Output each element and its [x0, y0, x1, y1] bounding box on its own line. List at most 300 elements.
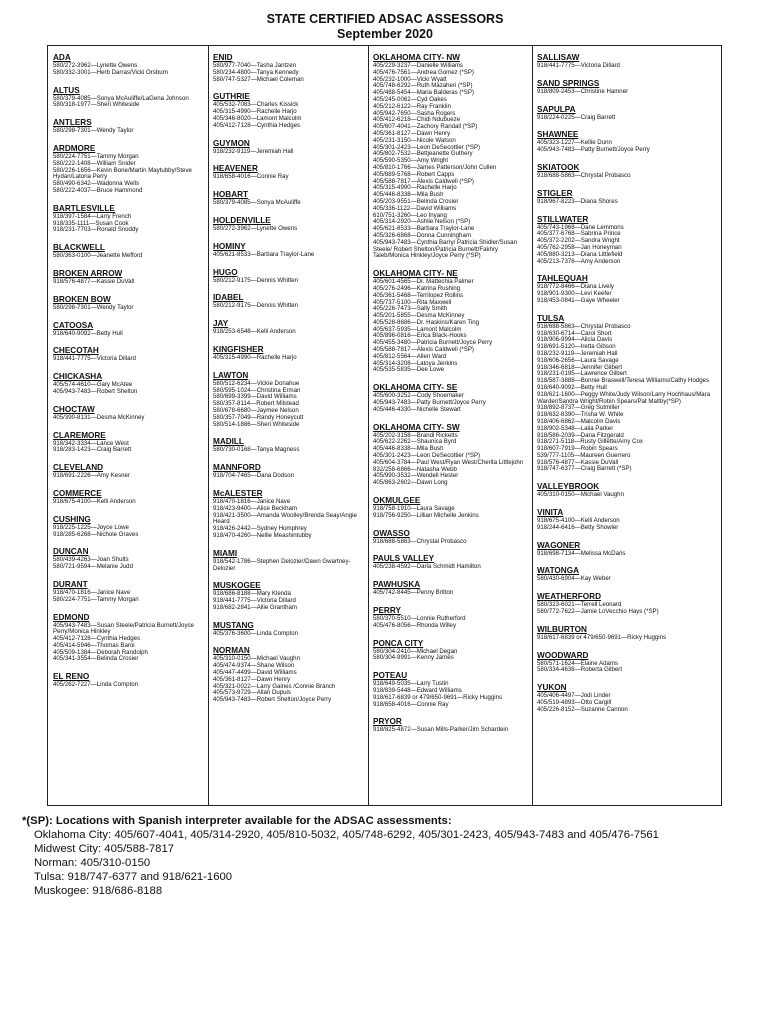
city-name: HOMINY — [213, 241, 246, 251]
city-name: DUNCAN — [53, 547, 89, 557]
city-section — [537, 53, 713, 70]
assessor-entry: 405/446-4330—Nichelle Stewart — [373, 405, 461, 413]
city-section — [53, 295, 203, 312]
assessor-entry: 405/607-4041—Zachory Randall (*SP) — [373, 123, 478, 131]
assessor-entry: 918/758-1910—Laura Savage — [373, 505, 455, 513]
city-name: EDMOND — [53, 612, 90, 622]
city-name: CHICKASHA — [53, 372, 103, 382]
assessor-entry: 918/470-1816—Janice Nave — [53, 588, 131, 596]
notes-line: Midwest City: 405/588-7817 — [34, 843, 175, 855]
assessor-entry: 405/810-1766—James Patterson/John Cullen — [373, 163, 497, 171]
assessor-entry: 405/310-0150—Michael Vaughn — [213, 655, 300, 663]
assessor-entry: 405/315-4990—Rachelle Harjo — [213, 108, 297, 116]
city-name: CHOCTAW — [53, 404, 95, 414]
city-name: OWASSO — [373, 528, 410, 538]
city-section — [537, 130, 713, 154]
assessor-entry: 918/825-4872—Susan Mills-Parker/Jim Schardein — [373, 726, 509, 734]
city-section — [537, 566, 713, 583]
city-name: OKLAHOMA CITY- NW — [373, 53, 461, 62]
assessor-entry: 580/721-9594—Melanie Judd — [53, 563, 133, 571]
assessor-entry: 405/376-3600—Linda Compton — [213, 629, 299, 637]
city-section — [537, 508, 713, 532]
city-name: MANNFORD — [213, 463, 261, 473]
assessor-entry: 580/272-3962—Lynette Owens — [53, 62, 138, 69]
assessor-entry: 918/630-6714—Carol Short — [537, 329, 612, 337]
assessor-entry: 405/323-1227—Kellie Dunn — [537, 139, 612, 147]
assessor-entry: 405/412-6218—Chidi Ndubueze — [373, 116, 461, 124]
assessor-entry: 580/699-3399—David Williams — [213, 393, 297, 401]
city-name: HOBART — [213, 190, 249, 200]
city-section — [53, 672, 203, 689]
assessor-entry: 580/363-0100—Jeanette Mefford — [53, 252, 143, 260]
assessor-entry: 918/901-9300—Levi Keefer — [537, 290, 612, 298]
city-name: DURANT — [53, 579, 88, 589]
city-name: OKMULGEE — [373, 496, 421, 506]
city-section — [537, 274, 713, 304]
assessor-entry: 918/688-5863—Chrystal Probasco — [537, 322, 631, 330]
city-name: MUSTANG — [213, 620, 254, 630]
city-section — [213, 437, 363, 454]
assessor-entry: 918/225-1225—Joyce Lowe — [53, 523, 129, 531]
city-name: WOODWARD — [537, 650, 589, 660]
city-section — [53, 372, 203, 396]
assessor-entry: 918/617-6839 or 479/650-9691—Ricky Huggins — [537, 633, 667, 641]
assessor-entry: 580/298-7301—Wendy Taylor — [53, 127, 134, 135]
assessor-entry: 405/588-7817—Alexis Caldwell (*SP) — [373, 177, 474, 185]
assessor-entry: 405/341-3554—Belinda Crosier — [53, 655, 139, 663]
city-name: KINGFISHER — [213, 344, 264, 354]
city-name: PRYOR — [373, 717, 402, 727]
city-column — [53, 53, 203, 698]
assessor-entry: 405/604-3784—Paul West/Ryan West/Cherita Littlejohn — [373, 458, 524, 466]
city-name: HOLDENVILLE — [213, 215, 271, 225]
city-name: EL RENO — [53, 672, 90, 682]
assessor-entry: 405/361-8127—Dawn Henry — [213, 675, 291, 683]
city-name: CATOOSA — [53, 320, 94, 330]
assessor-entry: 405/412-7128—Cynthia Hedges — [53, 635, 141, 643]
assessor-entry: 405/474-9374—Shane Wilson — [213, 662, 295, 670]
assessor-entry: 580/357-7049—Randy Honeycutt — [213, 413, 304, 421]
city-name: ADA — [53, 53, 71, 62]
assessor-entry: 918/704-7465—Dana Dodson — [213, 472, 294, 480]
assessor-entry: 918/675-4100—Kelli Anderson — [53, 497, 136, 505]
assessor-entry: 405/314-2920—Ashlie Nelson (*SP) — [373, 218, 471, 226]
assessor-entry: 405/519-4893—Otto Cargill — [537, 699, 612, 707]
city-name: ENID — [213, 53, 233, 62]
city-section — [213, 164, 363, 181]
city-name: BROKEN ARROW — [53, 268, 123, 278]
assessor-entry: 918/640-9092—Betty Hull — [53, 329, 123, 337]
assessor-entry: 405/310-0150—Michael Vaughn — [537, 491, 624, 499]
city-name: ARDMORE — [53, 143, 96, 153]
column-divider — [368, 46, 369, 805]
city-name: BARTLESVILLE — [53, 203, 115, 213]
assessor-entry: 405/488-5454—Maria Balderas (*SP) — [373, 89, 474, 97]
assessor-entry: 918/809-2453—Christine Hamner — [537, 87, 629, 95]
assessor-entry: 405/942-7650—Sasha Rogers — [373, 109, 456, 117]
assessor-entry: 405/476-8056—Rhonda Willey — [373, 621, 456, 629]
assessor-entry: 918/686-8188—Mary Klenda — [213, 590, 291, 598]
assessor-entry: 405/212-6122—Ray Franklin — [373, 102, 451, 110]
city-name: HEAVENER — [213, 164, 258, 174]
city-name: SAND SPRINGS — [537, 78, 600, 88]
assessor-entry: 918/470-4260—Nellie Meashintubby — [213, 531, 312, 539]
assessor-entry: 580/512-6234—Vickie Donahue — [213, 379, 300, 387]
assessor-entry: 405/742-8445—Penny Britton — [373, 589, 454, 597]
assessor-entry: 580/224-7751—Tammy Morgan — [53, 152, 139, 160]
city-name: SALLISAW — [537, 53, 580, 62]
assessor-entry: 918/691-2226—Amy Kesner — [53, 472, 130, 480]
city-name: MADILL — [213, 437, 244, 447]
notes-line: Tulsa: 918/747-6377 and 918/621-1600 — [34, 871, 233, 883]
city-name: CLEVELAND — [53, 463, 104, 473]
assessor-entry: 918/772-8466—Diana Lively — [537, 283, 614, 291]
city-name: VINITA — [537, 508, 564, 518]
assessor-entry: 405/346-8020—Lamont Malcolm — [213, 114, 302, 122]
city-name: SAPULPA — [537, 104, 576, 114]
city-section — [537, 314, 713, 474]
assessor-entry: 580/379-4085—Sonya McAuliffe/LaGena Johnson — [53, 94, 189, 102]
assessor-entry: 918/576-4877—Kassie DuVall — [53, 277, 135, 285]
assessor-entry: 918/232-9119—Jeremiah Hall — [213, 147, 294, 155]
assessor-entry: 405/336-1122—David Williams — [373, 204, 457, 212]
city-section — [213, 242, 363, 259]
assessor-entry: 405/412-7128—Cynthia Hedges — [213, 121, 301, 129]
city-section — [53, 269, 203, 286]
assessor-entry: 580/222-1408—William Snider — [53, 159, 136, 167]
assessor-entry: 918/586-2039—Dana Fitzgerald — [537, 431, 624, 439]
assessor-entry: 580/370-5510—Lonnie Rutherford — [373, 615, 466, 623]
city-section — [53, 463, 203, 480]
city-column — [213, 53, 363, 713]
assessor-entry: 580/272-3962—Lynette Owens — [213, 224, 298, 232]
assessor-entry: 405/532-7083—Charles Kissick — [213, 101, 299, 109]
assessor-entry: 580/224-7751—Tammy Morgan — [53, 595, 139, 603]
column-divider — [532, 46, 533, 805]
assessor-entry: 918/682-2841—Allie Grantham — [213, 603, 298, 611]
column-divider — [208, 46, 209, 805]
assessor-entry: 918/231-7703—Ronald Snoddy — [53, 226, 139, 234]
assessor-entry: 918/397-1584—Larry French — [53, 212, 132, 220]
assessor-entry: 918/839-5448—Edward Williams — [373, 687, 462, 694]
assessor-entry: 405/245-0062—Cyd Oakes — [373, 95, 447, 103]
assessor-entry: 405/943-7483—Patty Burnett/Joyce Perry — [373, 399, 486, 407]
assessor-entry: 918/967-8223—Diana Shores — [537, 197, 618, 205]
assessor-entry: 405/231-3150—Nicole Watson — [373, 136, 456, 144]
city-section — [213, 53, 363, 83]
assessor-entry: 580/332-3001—Herb Darras/Vicki Orsburn — [53, 68, 169, 76]
assessor-entry: 405/361-5468—Terrilopez Rollins — [373, 291, 464, 299]
assessor-entry: 405/590-5350—Amy Wright — [373, 157, 449, 165]
assessor-entry: 580/514-1886—Sheri Whiteside — [213, 420, 300, 428]
assessor-entry: 918/688-5863—Chrystal Probasco — [537, 171, 631, 179]
assessor-entry: 405/213-7376—Amy Anderson — [537, 257, 621, 265]
city-section — [373, 423, 527, 487]
assessor-entry: 405/622-2262—Shaunica Byrd — [373, 438, 457, 446]
city-name: COMMERCE — [53, 488, 102, 498]
city-section — [53, 405, 203, 422]
city-column — [373, 53, 527, 743]
assessor-entry: 918/346-6818—Jennifer Gilbert — [537, 363, 623, 371]
assessor-entry: 832/258-6866—Natasha Webb — [373, 465, 457, 473]
city-name: SHAWNEE — [537, 130, 579, 140]
city-section — [537, 482, 713, 499]
assessor-entry: 918/688-5863—Chrystal Probasco — [373, 537, 467, 545]
assessor-entry: 918/698-7134—Melissa McDaris — [537, 549, 626, 557]
city-section — [213, 268, 363, 285]
assessor-entry: 580/490-6342—Wadonna Wells — [53, 180, 140, 188]
city-name: ANTLERS — [53, 118, 92, 128]
assessor-entry: 405/573-9729—Allan Dupuis — [213, 689, 291, 697]
assessor-entry: 580/323-6021—Terrell Leonard — [537, 601, 622, 609]
assessor-entry: 918/747-6377—Craig Barrett (*SP) — [537, 465, 632, 473]
assessor-entry: 918/902-5348—Lalia Parker — [537, 424, 614, 432]
city-name: HUGO — [213, 267, 238, 277]
assessor-entry: 405/203-9551—Belinda Crosier — [373, 197, 459, 205]
city-name: ALTUS — [53, 85, 80, 95]
assessor-entry: 580/730-0168—Tanya Magness — [213, 446, 300, 454]
assessor-entry: 405/226-7473—Sally Smith — [373, 305, 448, 313]
assessor-entry: 405/621-8533—Barbara Traylor-Lane — [213, 250, 315, 258]
assessor-entry: 580/234-4800—Tanya Kennedy — [213, 68, 299, 76]
city-section — [213, 489, 363, 540]
assessor-entry: 918/406-6862—Malcolm Davis — [537, 417, 621, 425]
city-section — [213, 621, 363, 638]
city-section — [373, 554, 527, 571]
assessor-entry: 580/304-2410—Michael Degan — [373, 647, 458, 655]
city-section — [373, 529, 527, 546]
city-name: STILLWATER — [537, 214, 589, 224]
assessor-entry: 405/229-3237—Danielle Williams — [373, 62, 464, 69]
city-section — [537, 105, 713, 122]
city-name: NORMAN — [213, 646, 250, 656]
assessor-entry: 918/606-2656—Laura Savage — [537, 356, 619, 364]
assessor-entry: 918/892-8737—Greg Sutmiller — [537, 404, 620, 412]
city-section — [537, 651, 713, 675]
assessor-entry: 918/607-7919—Robin Spears — [537, 445, 618, 453]
assessor-entry: 580/226-1656—Kevin Bone/Martin Maytubby/Steve Hydan/Latoria Perry — [53, 166, 192, 181]
city-name: STIGLER — [537, 188, 573, 198]
assessor-entry: 405/321-0022—Larry Gaines /Connie Branch — [213, 682, 336, 690]
city-section — [213, 216, 363, 233]
assessor-entry: 918/632-8390—Trisha W. White — [537, 411, 624, 419]
assessor-entry: 580/571-1624—Elaine Adams — [537, 659, 618, 667]
city-section — [213, 581, 363, 611]
assessor-entry: 610/751-3260—Leo Inyang — [373, 211, 447, 219]
notes-line: Norman: 405/310-0150 — [34, 857, 151, 869]
assessor-entry: 405/535-5835—Dee Lowe — [373, 366, 445, 374]
assessor-entry: 918/421-3500—Amanda Woolley/Brenda Seay/Angie Heard — [213, 511, 357, 526]
assessor-entry: 405/943-7483—Robert Shelton/Joyce Perry — [213, 696, 332, 704]
city-name: OKLAHOMA CITY- SW — [373, 422, 460, 432]
assessor-entry: 918/640-9092—Betty Hull — [537, 383, 607, 391]
assessor-entry: 918/658-4016—Connie Ray — [213, 173, 289, 181]
assessor-entry: 405/621-8533—Barbara Traylor-Lane — [373, 225, 475, 233]
assessor-entry: 405/812-5564—Allen Ward — [373, 352, 447, 360]
assessor-entry: 405/446-8338—Mila Bush — [373, 445, 444, 453]
city-section — [373, 639, 527, 663]
city-section — [537, 592, 713, 616]
city-name: MIAMI — [213, 548, 238, 558]
assessor-entry: 918/441-7775—Victoria Dillard — [53, 355, 136, 363]
city-section — [53, 547, 203, 571]
city-section — [53, 613, 203, 664]
assessor-entry: 405/943-7483—Cynthia Barry/ Patricia Shidler/Susan Steele/ Robert Shelton/Patricia Burnett/Fakhry Taleb/Monica Hinkley/Joyce Perry (*SP) — [373, 238, 517, 260]
city-section — [373, 269, 527, 374]
assessor-entry: 918/232-9119—Jeremiah Hall — [537, 349, 618, 357]
assessor-entry: 918/756-9250—Lillian Michelle Jenkins — [373, 511, 479, 519]
city-name: TULSA — [537, 313, 565, 323]
city-name: McALESTER — [213, 488, 263, 498]
city-section — [213, 92, 363, 129]
city-section — [373, 53, 527, 260]
city-name: CLAREMORE — [53, 430, 106, 440]
city-section — [537, 625, 713, 642]
city-section — [213, 646, 363, 704]
city-name: WATONGA — [537, 566, 579, 576]
assessor-entry: 405/238-4592—Darla Schmidt Hamilton — [373, 563, 481, 571]
assessor-entry: 405/737-5100—Rita Maxwell — [373, 298, 452, 306]
assessor-entry: 580/334-4638—Roberta Gilbert — [537, 666, 623, 674]
city-name: GUTHRIE — [213, 92, 250, 102]
city-section — [373, 717, 527, 734]
assessor-entry: 405/896-0816—Erica Black-Hooks — [373, 332, 467, 340]
assessor-entry: 918/342-3334—Lance West — [53, 439, 129, 447]
assessor-entry: 580/977-7040—Tasha Jantzen — [213, 62, 297, 69]
city-name: VALLEYBROOK — [537, 482, 600, 492]
assessor-entry: 405/509-1384—Deborah Randolph — [53, 648, 148, 656]
assessor-entry: 918/335-1111—Susan Cook — [53, 219, 129, 227]
assessor-entry: 918/658-4016—Connie Ray — [373, 700, 449, 708]
city-name: YUKON — [537, 683, 567, 693]
assessor-entry: 918/691-5120—Iretta Gibson — [537, 343, 616, 351]
assessor-entry: 918/576-4877—Kassie DuVall — [537, 458, 619, 466]
city-section — [537, 215, 713, 266]
assessor-entry: 405/748-6292—Ruth Mazaheri (*SP) — [373, 82, 473, 90]
assessor-entry: 580/439-4263—Joan Shults — [53, 556, 129, 564]
assessor-entry: 405/301-2423—Leon DeSecottier (*SP) — [373, 143, 481, 151]
assessor-entry: 405/447-4499—David Williams — [213, 669, 297, 677]
assessor-entry: 405/314-3208—Latoya Jenkins — [373, 359, 458, 367]
city-section — [53, 580, 203, 604]
city-name: SKIATOOK — [537, 162, 580, 172]
city-section — [373, 606, 527, 630]
assessor-entry: 405/601-4565—Dr. Mattechia Palmer — [373, 278, 474, 286]
assessor-entry: 580/747-5327—Michael Coleman — [213, 75, 304, 83]
assessor-entry: 405/377-6768—Sabrina Prince — [537, 230, 621, 238]
city-section — [53, 431, 203, 455]
notes-heading: *(SP): Locations with Spanish interpreter available for the ADSAC assessments: — [22, 815, 452, 827]
assessor-entry: 918/587-3888—Bonnie Braswell/Teresa Williams/Cathy Hodges — [537, 377, 710, 385]
assessor-entry: 405/743-1968—Dane Lemmons — [537, 223, 624, 231]
city-name: JAY — [213, 319, 229, 329]
assessor-entry: 405/528-8686—Dr. Haskins/Karen Ting — [373, 318, 480, 326]
city-section — [53, 144, 203, 195]
assessor-entry: 405/201-5855—Desma McKinney — [373, 312, 465, 320]
assessor-entry: 405/943-7483—Patty Burnett/Joyce Perry — [537, 146, 650, 154]
assessor-entry: 918/426-2442—Sydney Humphrey — [213, 525, 307, 533]
assessor-entry: 405/361-8127—Dawn Henry — [373, 129, 451, 137]
city-name: GUYMON — [213, 138, 250, 148]
assessor-entry: 405/943-7483—Robert Shelton — [53, 387, 138, 395]
assessor-entry: 580/430-6904—Kay Weber — [537, 575, 611, 583]
city-section — [373, 580, 527, 597]
city-name: OKLAHOMA CITY- NE — [373, 269, 458, 279]
city-name: MUSKOGEE — [213, 581, 261, 591]
city-name: PONCA CITY — [373, 638, 424, 648]
page-subtitle: September 2020 — [337, 27, 433, 41]
city-name: PAULS VALLEY — [373, 554, 435, 564]
assessor-entry: 405/226-8152—Suzanne Cannon — [537, 705, 628, 713]
assessor-entry: 580/222-4037—Bruce Hammond — [53, 186, 143, 194]
city-section — [537, 163, 713, 180]
city-section — [373, 671, 527, 708]
assessor-entry: 405/455-3480—Patricia Burnett/Joyce Perry — [373, 339, 493, 347]
city-name: WILBURTON — [537, 624, 587, 634]
assessor-entry: 405/202-3158—Brandi Ricketts — [373, 431, 458, 439]
assessor-entry: 405/414-5946—Thomas Baroi — [53, 641, 135, 649]
city-section — [213, 293, 363, 310]
city-section — [373, 383, 527, 413]
city-section — [53, 346, 203, 363]
assessor-entry: 405/301-2423—Leon DeSecottier (*SP) — [373, 452, 481, 460]
city-section — [213, 139, 363, 156]
assessor-entry: 918/253-6548—Kelli Anderson — [213, 328, 296, 336]
city-section — [213, 463, 363, 480]
assessor-entry: 918/244-6416—Betty Showler — [537, 523, 619, 531]
city-name: BLACKWELL — [53, 243, 105, 253]
city-section — [373, 496, 527, 520]
assessor-table — [47, 45, 722, 806]
assessor-entry: 918/423-9400—Alice Beckham — [213, 504, 298, 512]
city-section — [53, 118, 203, 135]
city-name: POTEAU — [373, 671, 408, 681]
assessor-entry: 405/406-4497—Jodi Linder — [537, 692, 611, 700]
assessor-entry: 405/390-8131—Desma McKinney — [53, 413, 145, 421]
city-name: WAGONER — [537, 540, 581, 550]
assessor-entry: 405/600-3252—Cody Shoemaker — [373, 392, 464, 400]
assessor-entry: 918/441-7775—Victoria Dillard — [537, 62, 620, 69]
city-section — [213, 190, 363, 207]
city-section — [213, 345, 363, 362]
assessor-entry: 405/372-2202—Sandra Wright — [537, 237, 620, 245]
assessor-entry: 580/212-9175—Dennis Whitten — [213, 302, 299, 310]
assessor-entry: 918/617-6839 or 479/650-9691—Ricky Huggins — [373, 693, 503, 701]
city-section — [213, 549, 363, 573]
assessor-entry: 405/943-7483—Susan Steele/Patricia Burnett/Joyce Perry/Monica Hinkley — [53, 621, 194, 636]
assessor-entry: 580/212-9175—Dennis Whitten — [213, 276, 299, 284]
notes-line: Oklahoma City: 405/607-4041, 405/314-2920, 405/810-5032, 405/748-6292, 405/301-2423, 405/943-7483 and 405/476-7561 — [34, 829, 659, 841]
assessor-entry: 580/298-7301—Wendy Taylor — [53, 303, 134, 311]
city-section — [537, 189, 713, 206]
city-section — [537, 541, 713, 558]
city-name: PAWHUSKA — [373, 580, 421, 590]
assessor-entry: 405/574-4610—Gary McAtee — [53, 381, 133, 389]
city-name: CUSHING — [53, 514, 91, 524]
assessor-entry: 405/276-2496—Katrina Rushing — [373, 284, 461, 292]
page-title: STATE CERTIFIED ADSAC ASSESSORS — [266, 12, 504, 26]
assessor-entry: 580/357-8114—Robert Milstead — [213, 400, 299, 408]
assessor-entry: 918/441-7775—Victoria Dillard — [213, 597, 296, 605]
assessor-entry: 405/326-6868—Donna Cunningham — [373, 231, 471, 239]
assessor-entry: 580/304-9991—Kenny James — [373, 654, 454, 662]
assessor-entry: 918/649-5035—Larry Tustin — [373, 680, 449, 688]
assessor-entry: 918/283-1423—Craig Barrett — [53, 446, 132, 454]
assessor-entry: 918/542-1786—Stephen Delozier/Dawn Gwartney-Delozier — [213, 557, 351, 572]
city-name: WEATHERFORD — [537, 592, 601, 602]
assessor-entry: 405/990-3532—Wendell Hester — [373, 472, 459, 480]
city-name: CHECOTAH — [53, 346, 99, 356]
